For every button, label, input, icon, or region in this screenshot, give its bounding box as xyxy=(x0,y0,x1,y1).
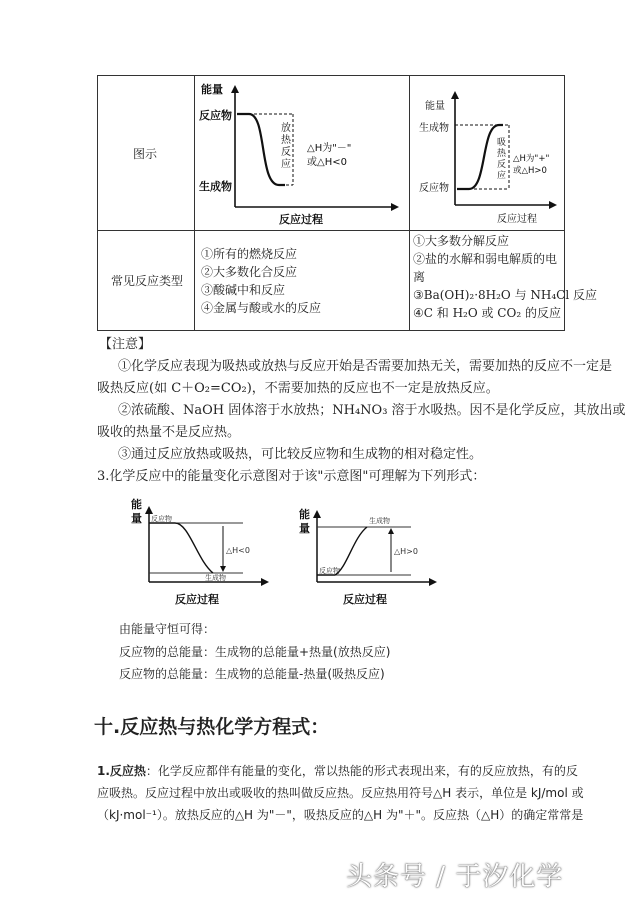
endo-types-list xyxy=(413,232,597,322)
s1-bottom-label: 生成物 xyxy=(205,574,226,582)
schematic-exothermic xyxy=(127,490,277,610)
exothermic-diagram xyxy=(197,79,407,227)
endo-y-axis-label: 能量 xyxy=(425,101,445,112)
endo-side-char-2: 热 xyxy=(497,149,507,159)
conservation-line: 由能量守恒可得： xyxy=(119,622,216,636)
endo-x-axis-label: 反应过程 xyxy=(497,214,537,225)
definition-line-1 xyxy=(97,762,578,780)
note-2-line-2: 吸收的热量不是反应热。 xyxy=(97,425,241,440)
endo-side-char-1: 吸 xyxy=(497,138,507,148)
s1-x-axis-label: 反应过程 xyxy=(175,593,219,606)
endo-dh-line2: 或△H>0 xyxy=(513,166,547,176)
endo-start-label: 反应物 xyxy=(419,183,449,194)
s2-bottom-label: 反应物 xyxy=(319,567,340,575)
schematic-endothermic xyxy=(295,490,445,610)
note-3: ③通过反应放热或吸热，可比较反应物和生成物的相对稳定性。 xyxy=(118,447,483,462)
exo-side-char-4: 应 xyxy=(281,159,291,170)
row-label-reaction-types: 常见反应类型 xyxy=(111,274,184,288)
endo-type-item: ②盐的水解和弱电解质的电 xyxy=(413,252,558,266)
exo-type-item: ①所有的燃烧反应 xyxy=(201,247,298,261)
exo-x-axis-label: 反应过程 xyxy=(279,213,323,226)
s2-y-axis-char-2: 量 xyxy=(299,522,310,535)
note-1-line-1: ①化学反应表现为吸热或放热与反应开始是否需要加热无关，需要加热的反应不一定是 xyxy=(118,359,613,374)
endo-side-char-3: 反 xyxy=(497,160,507,170)
note-2-line-1: ②浓硫酸、NaOH 固体溶于水放热；NH₄NO₃ 溶于水吸热。因不是化学反应，其放出或 xyxy=(118,403,626,418)
definition-line-3: （kJ·mol⁻¹）。放热反应的△H 为"－"，吸热反应的△H 为"＋"。反应热（△H）的确定常常是 xyxy=(97,808,584,822)
exo-y-axis-label: 能量 xyxy=(201,83,223,96)
endo-type-item: ④C 和 H₂O 或 CO₂ 的反应 xyxy=(413,306,561,320)
exo-type-item: ②大多数化合反应 xyxy=(201,265,298,279)
section-3-title: 3.化学反应中的能量变化示意图对于该"示意图"可理解为下列形式： xyxy=(97,469,486,484)
s1-y-axis-char-1: 能 xyxy=(131,498,142,511)
endo-dh-line1: △H为"+" xyxy=(513,154,550,164)
properties-table xyxy=(97,75,598,331)
endo-type-item: 离 xyxy=(413,270,426,284)
endothermic-diagram xyxy=(411,79,563,227)
equation-exothermic: 反应物的总能量：生成物的总能量+热量(放热反应) xyxy=(119,645,391,659)
definition-text-1: ：化学反应都伴有能量的变化，常以热能的形式表现出来，有的反应放热，有的反 xyxy=(145,764,578,778)
notes-heading: 【注意】 xyxy=(99,337,152,352)
definition-term: 1.反应热 xyxy=(97,764,146,778)
endo-type-item: ①大多数分解反应 xyxy=(413,234,510,248)
definition-line-2: 应吸热。反应过程中放出或吸收的热叫做反应热。反应热用符号△H 表示，单位是 kJ/mol 或 xyxy=(97,786,584,800)
s1-energy-curve xyxy=(149,523,213,573)
exo-type-item: ③酸碱中和反应 xyxy=(201,283,286,297)
s2-x-axis-label: 反应过程 xyxy=(343,593,387,606)
exo-side-char-1: 放 xyxy=(281,123,291,134)
exo-end-label: 生成物 xyxy=(199,180,232,193)
exo-dh-line1: △H为"－" xyxy=(307,143,352,154)
note-1-line-2: 吸热反应(如 C＋O₂=CO₂)，不需要加热的反应也不一定是放热反应。 xyxy=(97,381,499,396)
exo-start-label: 反应物 xyxy=(199,109,232,122)
s1-y-axis-char-2: 量 xyxy=(131,512,142,525)
exo-side-label xyxy=(281,121,294,170)
s2-y-axis-char-1: 能 xyxy=(299,508,310,521)
exo-side-char-3: 反 xyxy=(281,147,291,158)
endo-side-label xyxy=(497,137,509,181)
row-label-diagram: 图示 xyxy=(133,147,158,161)
exo-dh-line2: 或△H<0 xyxy=(307,157,347,168)
exo-side-char-2: 热 xyxy=(281,135,291,146)
section-10-heading: 十.反应热与热化学方程式： xyxy=(94,716,330,738)
exo-type-item: ④金属与酸或水的反应 xyxy=(201,301,322,315)
s2-top-label: 生成物 xyxy=(369,517,390,525)
endo-side-char-4: 应 xyxy=(497,171,507,181)
equation-endothermic: 反应物的总能量：生成物的总能量-热量(吸热反应) xyxy=(119,667,385,681)
endo-end-label: 生成物 xyxy=(419,123,449,134)
watermark: 头条号 / 于汐化学 xyxy=(346,862,564,892)
s1-top-label: 反应物 xyxy=(151,515,172,523)
exo-energy-curve xyxy=(237,114,285,185)
endo-type-item: ③Ba(OH)₂·8H₂O 与 NH₄Cl 反应 xyxy=(413,288,598,302)
exo-types-list xyxy=(201,245,321,317)
s1-dh-label: △H<0 xyxy=(226,546,250,555)
s2-dh-label: △H>0 xyxy=(394,547,418,556)
